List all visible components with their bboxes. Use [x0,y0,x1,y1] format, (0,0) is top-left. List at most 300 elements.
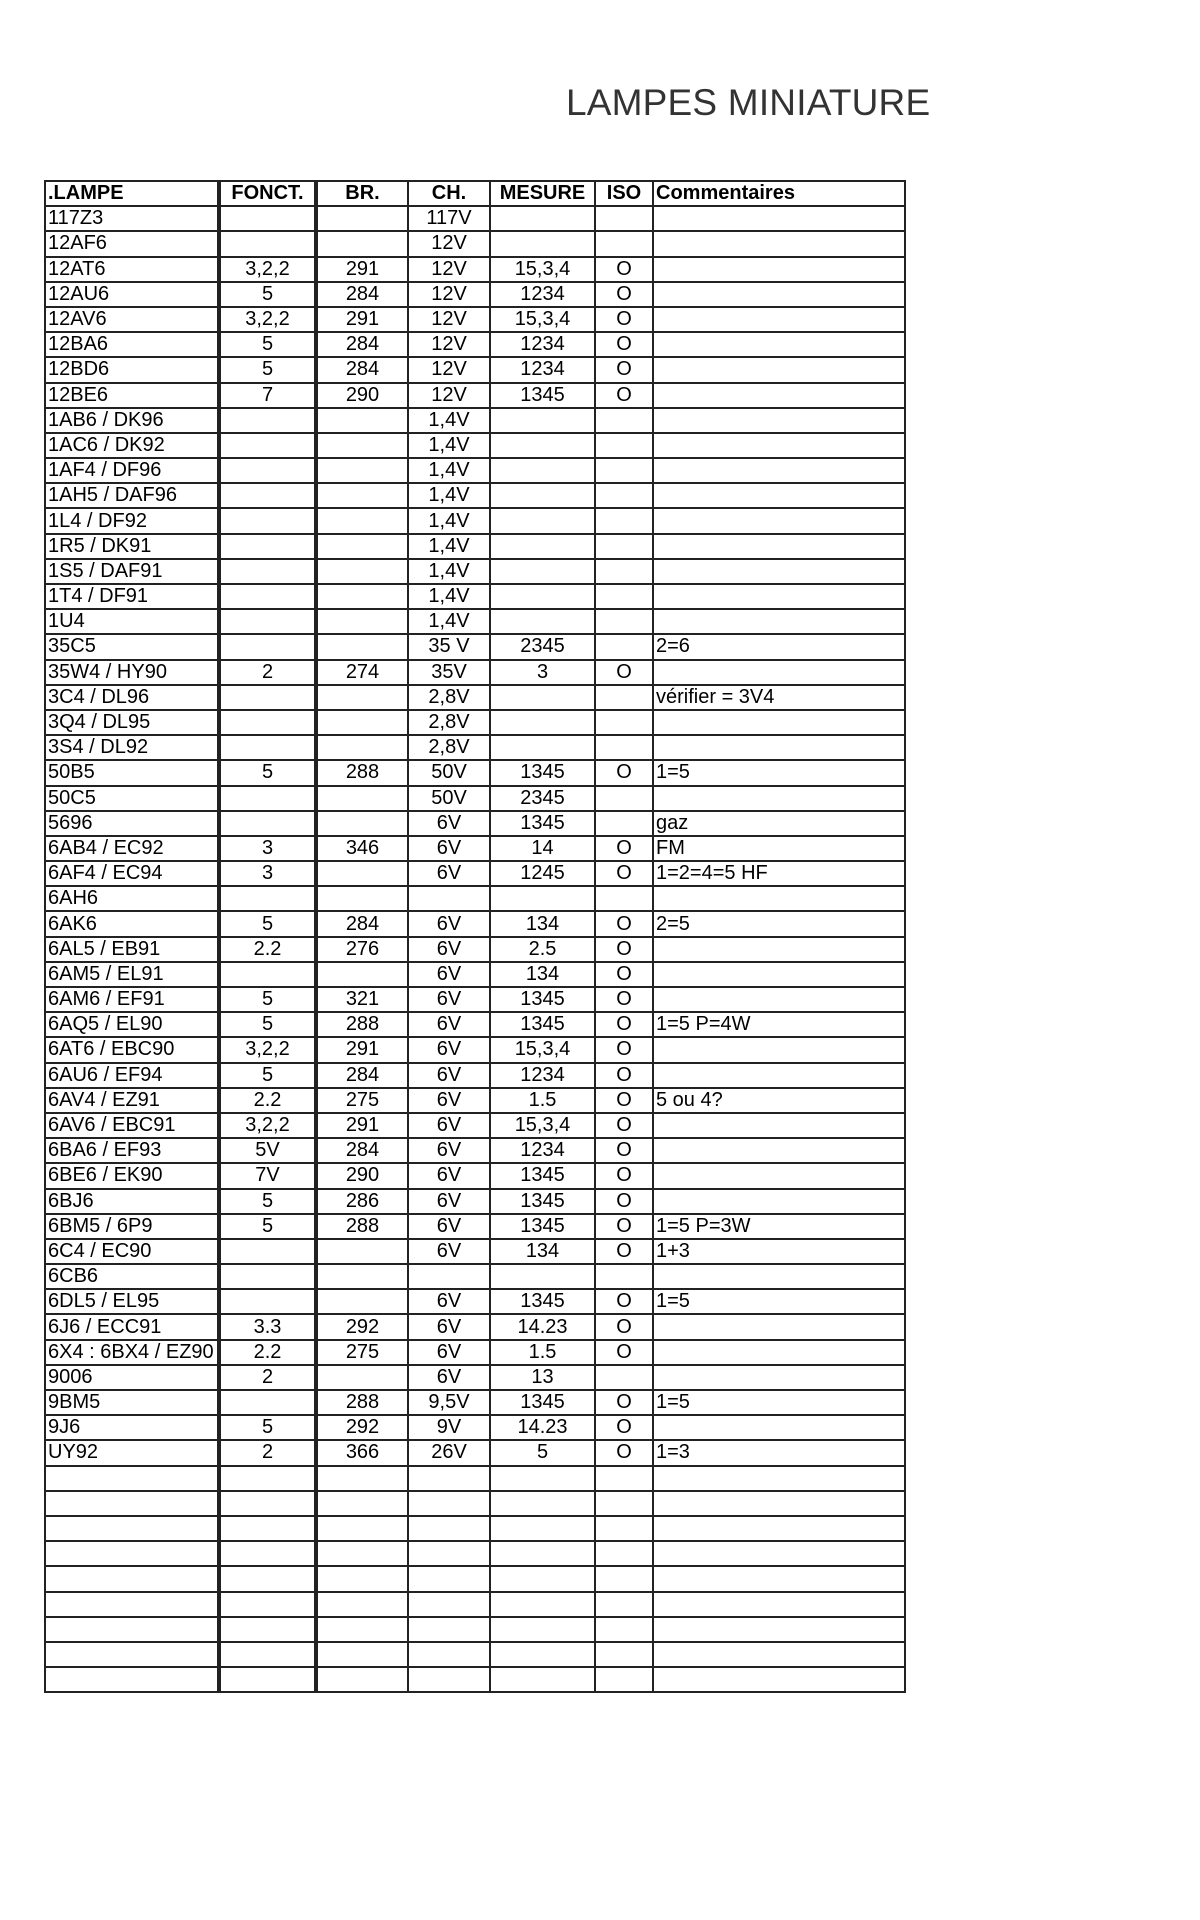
cell-mesure [490,206,595,231]
cell-ch: 6V [408,911,490,936]
cell-lampe: 1AB6 / DK96 [45,408,219,433]
cell-br [316,1264,408,1289]
cell-iso: O [595,1415,653,1440]
table-row [45,811,905,836]
cell-mesure [490,584,595,609]
cell-ch: 9V [408,1415,490,1440]
cell-lampe: 12BE6 [45,383,219,408]
cell-br [316,1239,408,1264]
cell-commentaires [653,257,905,282]
cell-mesure: 1345 [490,1289,595,1314]
table-row [45,685,905,710]
cell-br [316,584,408,609]
table-row [45,408,905,433]
table-row [45,1138,905,1163]
cell-fonct: 7V [219,1163,316,1188]
cell-fonct [219,962,316,987]
cell-fonct: 5 [219,357,316,382]
cell-fonct [219,1541,316,1566]
cell-fonct: 5 [219,1415,316,1440]
cell-lampe [45,1541,219,1566]
cell-ch [408,1541,490,1566]
cell-iso [595,433,653,458]
cell-br: 288 [316,1214,408,1239]
cell-br: 292 [316,1415,408,1440]
cell-mesure [490,483,595,508]
table-row [45,257,905,282]
cell-iso [595,1592,653,1617]
cell-iso [595,1264,653,1289]
cell-br [316,811,408,836]
cell-lampe: 12BA6 [45,332,219,357]
cell-lampe: 12BD6 [45,357,219,382]
cell-lampe [45,1516,219,1541]
cell-ch: 35V [408,660,490,685]
cell-iso: O [595,1314,653,1339]
cell-ch: 2,8V [408,685,490,710]
table-row [45,1541,905,1566]
cell-commentaires [653,1491,905,1516]
cell-br: 284 [316,332,408,357]
cell-mesure: 1345 [490,383,595,408]
cell-mesure: 15,3,4 [490,307,595,332]
cell-iso [595,634,653,659]
cell-iso: O [595,332,653,357]
cell-iso [595,483,653,508]
cell-br: 321 [316,987,408,1012]
cell-fonct: 5 [219,332,316,357]
cell-lampe: 6CB6 [45,1264,219,1289]
cell-fonct: 2.2 [219,1088,316,1113]
cell-commentaires: 5 ou 4? [653,1088,905,1113]
cell-commentaires [653,408,905,433]
cell-fonct [219,534,316,559]
table-row [45,1163,905,1188]
cell-commentaires [653,1163,905,1188]
cell-lampe: UY92 [45,1440,219,1465]
cell-commentaires: gaz [653,811,905,836]
cell-fonct: 2 [219,1365,316,1390]
cell-fonct: 3,2,2 [219,1037,316,1062]
cell-iso [595,559,653,584]
cell-mesure: 13 [490,1365,595,1390]
cell-mesure [490,231,595,256]
cell-ch: 35 V [408,634,490,659]
page-title: LAMPES MINIATURE [566,82,931,123]
cell-fonct: 5 [219,911,316,936]
cell-ch: 6V [408,1340,490,1365]
cell-ch: 50V [408,760,490,785]
cell-fonct [219,1516,316,1541]
cell-mesure: 1345 [490,1390,595,1415]
cell-br: 291 [316,1037,408,1062]
cell-br: 288 [316,1390,408,1415]
cell-mesure [490,458,595,483]
cell-br: 276 [316,937,408,962]
cell-ch [408,1566,490,1591]
table-row [45,1314,905,1339]
cell-br: 291 [316,1113,408,1138]
cell-fonct [219,735,316,760]
cell-lampe: 6DL5 / EL95 [45,1289,219,1314]
cell-iso: O [595,760,653,785]
cell-mesure [490,735,595,760]
cell-ch: 6V [408,1314,490,1339]
cell-iso [595,886,653,911]
cell-lampe [45,1466,219,1491]
cell-lampe: 9006 [45,1365,219,1390]
cell-lampe: 6C4 / EC90 [45,1239,219,1264]
cell-iso: O [595,1113,653,1138]
cell-fonct: 5 [219,1012,316,1037]
cell-ch [408,1642,490,1667]
cell-ch [408,1466,490,1491]
cell-mesure: 2.5 [490,937,595,962]
cell-iso [595,735,653,760]
cell-ch: 6V [408,1239,490,1264]
cell-lampe: 12AV6 [45,307,219,332]
table-row [45,1365,905,1390]
cell-iso: O [595,1189,653,1214]
cell-mesure: 1234 [490,357,595,382]
cell-mesure: 15,3,4 [490,257,595,282]
cell-ch: 12V [408,357,490,382]
cell-br: 366 [316,1440,408,1465]
cell-br [316,1466,408,1491]
cell-commentaires [653,307,905,332]
cell-lampe: 12AU6 [45,282,219,307]
table-row [45,1189,905,1214]
cell-mesure [490,408,595,433]
cell-lampe: 9J6 [45,1415,219,1440]
cell-fonct: 3,2,2 [219,257,316,282]
cell-iso [595,1566,653,1591]
cell-lampe: 6AM6 / EF91 [45,987,219,1012]
cell-lampe: 35C5 [45,634,219,659]
cell-mesure [490,1566,595,1591]
cell-commentaires [653,937,905,962]
cell-ch: 1,4V [408,458,490,483]
cell-lampe [45,1667,219,1692]
cell-mesure [490,1491,595,1516]
cell-ch: 1,4V [408,559,490,584]
table-row [45,458,905,483]
cell-commentaires [653,458,905,483]
cell-commentaires [653,1314,905,1339]
cell-mesure [490,685,595,710]
cell-mesure [490,1642,595,1667]
cell-commentaires [653,1264,905,1289]
table-row [45,735,905,760]
cell-ch: 6V [408,1214,490,1239]
cell-commentaires: vérifier = 3V4 [653,685,905,710]
cell-commentaires [653,559,905,584]
cell-mesure [490,559,595,584]
cell-iso: O [595,1012,653,1037]
cell-mesure: 134 [490,962,595,987]
table-row [45,483,905,508]
cell-fonct [219,634,316,659]
cell-br [316,433,408,458]
cell-br: 284 [316,357,408,382]
cell-mesure: 5 [490,1440,595,1465]
cell-ch: 12V [408,332,490,357]
cell-ch: 6V [408,1189,490,1214]
cell-iso: O [595,1440,653,1465]
cell-mesure: 1.5 [490,1088,595,1113]
cell-iso [595,609,653,634]
cell-iso: O [595,357,653,382]
cell-iso: O [595,383,653,408]
cell-lampe: 50C5 [45,786,219,811]
cell-br [316,735,408,760]
cell-iso [595,508,653,533]
cell-fonct: 2.2 [219,937,316,962]
cell-lampe: 6AT6 / EBC90 [45,1037,219,1062]
cell-ch: 12V [408,307,490,332]
cell-br [316,408,408,433]
cell-commentaires [653,735,905,760]
cell-lampe: 35W4 / HY90 [45,660,219,685]
cell-commentaires [653,1667,905,1692]
cell-commentaires: 1=3 [653,1440,905,1465]
cell-ch: 12V [408,282,490,307]
cell-br: 288 [316,760,408,785]
cell-ch: 6V [408,937,490,962]
cell-br [316,1617,408,1642]
cell-iso [595,584,653,609]
table-row [45,1592,905,1617]
cell-ch: 6V [408,1163,490,1188]
cell-fonct [219,508,316,533]
cell-lampe: 6AB4 / EC92 [45,836,219,861]
cell-fonct [219,408,316,433]
cell-commentaires [653,1592,905,1617]
table-row [45,307,905,332]
cell-lampe [45,1592,219,1617]
cell-lampe: 9BM5 [45,1390,219,1415]
cell-fonct [219,1264,316,1289]
cell-lampe: 1AF4 / DF96 [45,458,219,483]
cell-mesure: 1345 [490,760,595,785]
cell-br: 292 [316,1314,408,1339]
table-row [45,987,905,1012]
cell-ch [408,1667,490,1692]
cell-mesure: 134 [490,911,595,936]
cell-lampe: 1AC6 / DK92 [45,433,219,458]
cell-mesure: 1234 [490,332,595,357]
cell-br [316,1667,408,1692]
cell-commentaires [653,1113,905,1138]
cell-lampe: 6AU6 / EF94 [45,1063,219,1088]
table-row [45,710,905,735]
cell-lampe [45,1617,219,1642]
cell-iso: O [595,1088,653,1113]
table-row [45,1088,905,1113]
cell-br: 274 [316,660,408,685]
cell-iso: O [595,1063,653,1088]
cell-fonct [219,1566,316,1591]
cell-lampe: 1U4 [45,609,219,634]
cell-fonct: 3.3 [219,1314,316,1339]
cell-br [316,609,408,634]
table-row [45,609,905,634]
cell-commentaires [653,1642,905,1667]
cell-commentaires [653,508,905,533]
header-row [45,181,905,206]
cell-commentaires [653,1037,905,1062]
table-row [45,786,905,811]
table-row [45,534,905,559]
cell-lampe: 6J6 / ECC91 [45,1314,219,1339]
cell-commentaires [653,609,905,634]
table-row [45,1012,905,1037]
cell-br [316,1642,408,1667]
cell-fonct: 5 [219,760,316,785]
cell-fonct: 3 [219,861,316,886]
cell-fonct [219,1239,316,1264]
cell-mesure: 1345 [490,1214,595,1239]
cell-iso: O [595,282,653,307]
cell-iso [595,1491,653,1516]
table-row [45,1239,905,1264]
cell-lampe: 6AQ5 / EL90 [45,1012,219,1037]
cell-mesure [490,886,595,911]
cell-br [316,1289,408,1314]
cell-iso [595,206,653,231]
column-header-lampe: .LAMPE [45,181,219,206]
table-row [45,861,905,886]
cell-lampe: 6X4 : 6BX4 / EZ90 [45,1340,219,1365]
cell-commentaires [653,1617,905,1642]
cell-commentaires [653,231,905,256]
cell-br [316,710,408,735]
cell-br [316,1566,408,1591]
cell-iso: O [595,307,653,332]
cell-lampe: 1S5 / DAF91 [45,559,219,584]
cell-lampe [45,1642,219,1667]
cell-mesure: 1345 [490,1163,595,1188]
cell-fonct: 5 [219,1214,316,1239]
cell-mesure: 1234 [490,1063,595,1088]
cell-commentaires [653,987,905,1012]
cell-commentaires: FM [653,836,905,861]
cell-br: 286 [316,1189,408,1214]
cell-commentaires: 1=5 [653,760,905,785]
cell-ch: 6V [408,811,490,836]
cell-lampe: 6AK6 [45,911,219,936]
cell-lampe: 6AH6 [45,886,219,911]
cell-ch [408,1516,490,1541]
cell-iso: O [595,1214,653,1239]
cell-mesure: 1345 [490,1012,595,1037]
cell-fonct [219,811,316,836]
cell-ch: 2,8V [408,735,490,760]
cell-ch: 1,4V [408,508,490,533]
cell-lampe: 6BM5 / 6P9 [45,1214,219,1239]
cell-iso [595,231,653,256]
cell-commentaires: 2=6 [653,634,905,659]
table-row [45,559,905,584]
cell-br [316,886,408,911]
cell-br [316,559,408,584]
cell-mesure [490,710,595,735]
cell-br: 290 [316,383,408,408]
table-row [45,433,905,458]
cell-ch [408,1617,490,1642]
cell-mesure: 1345 [490,1189,595,1214]
cell-iso [595,1466,653,1491]
table-row [45,1289,905,1314]
cell-ch: 6V [408,861,490,886]
cell-ch: 6V [408,1365,490,1390]
column-header-br: BR. [316,181,408,206]
table-row [45,1113,905,1138]
cell-mesure [490,1617,595,1642]
cell-iso: O [595,1163,653,1188]
cell-commentaires [653,282,905,307]
cell-commentaires: 1=5 P=4W [653,1012,905,1037]
cell-commentaires [653,357,905,382]
cell-commentaires [653,1138,905,1163]
table-row [45,1440,905,1465]
cell-iso: O [595,937,653,962]
cell-iso: O [595,1340,653,1365]
cell-commentaires [653,534,905,559]
cell-lampe: 12AT6 [45,257,219,282]
cell-br [316,1592,408,1617]
cell-iso [595,1365,653,1390]
cell-mesure [490,609,595,634]
cell-ch: 6V [408,1088,490,1113]
cell-fonct [219,1390,316,1415]
cell-ch: 6V [408,1289,490,1314]
cell-fonct: 3 [219,836,316,861]
cell-commentaires [653,1415,905,1440]
cell-ch [408,1264,490,1289]
cell-lampe: 6BJ6 [45,1189,219,1214]
cell-mesure: 14.23 [490,1314,595,1339]
cell-lampe: 5696 [45,811,219,836]
table-row [45,886,905,911]
cell-mesure [490,1516,595,1541]
cell-ch: 117V [408,206,490,231]
table-row [45,1642,905,1667]
column-header-mesure: MESURE [490,181,595,206]
cell-lampe: 6AL5 / EB91 [45,937,219,962]
cell-mesure [490,433,595,458]
table-row [45,634,905,659]
cell-commentaires [653,1516,905,1541]
cell-iso: O [595,861,653,886]
cell-ch: 1,4V [408,609,490,634]
cell-iso [595,458,653,483]
table-row [45,1617,905,1642]
cell-mesure [490,1264,595,1289]
cell-mesure: 15,3,4 [490,1037,595,1062]
cell-commentaires [653,962,905,987]
cell-ch: 6V [408,1138,490,1163]
cell-fonct: 7 [219,383,316,408]
cell-fonct [219,1617,316,1642]
cell-ch: 1,4V [408,483,490,508]
cell-fonct [219,1491,316,1516]
cell-fonct [219,433,316,458]
cell-br: 290 [316,1163,408,1188]
cell-ch: 1,4V [408,408,490,433]
cell-mesure: 14 [490,836,595,861]
cell-commentaires [653,1541,905,1566]
